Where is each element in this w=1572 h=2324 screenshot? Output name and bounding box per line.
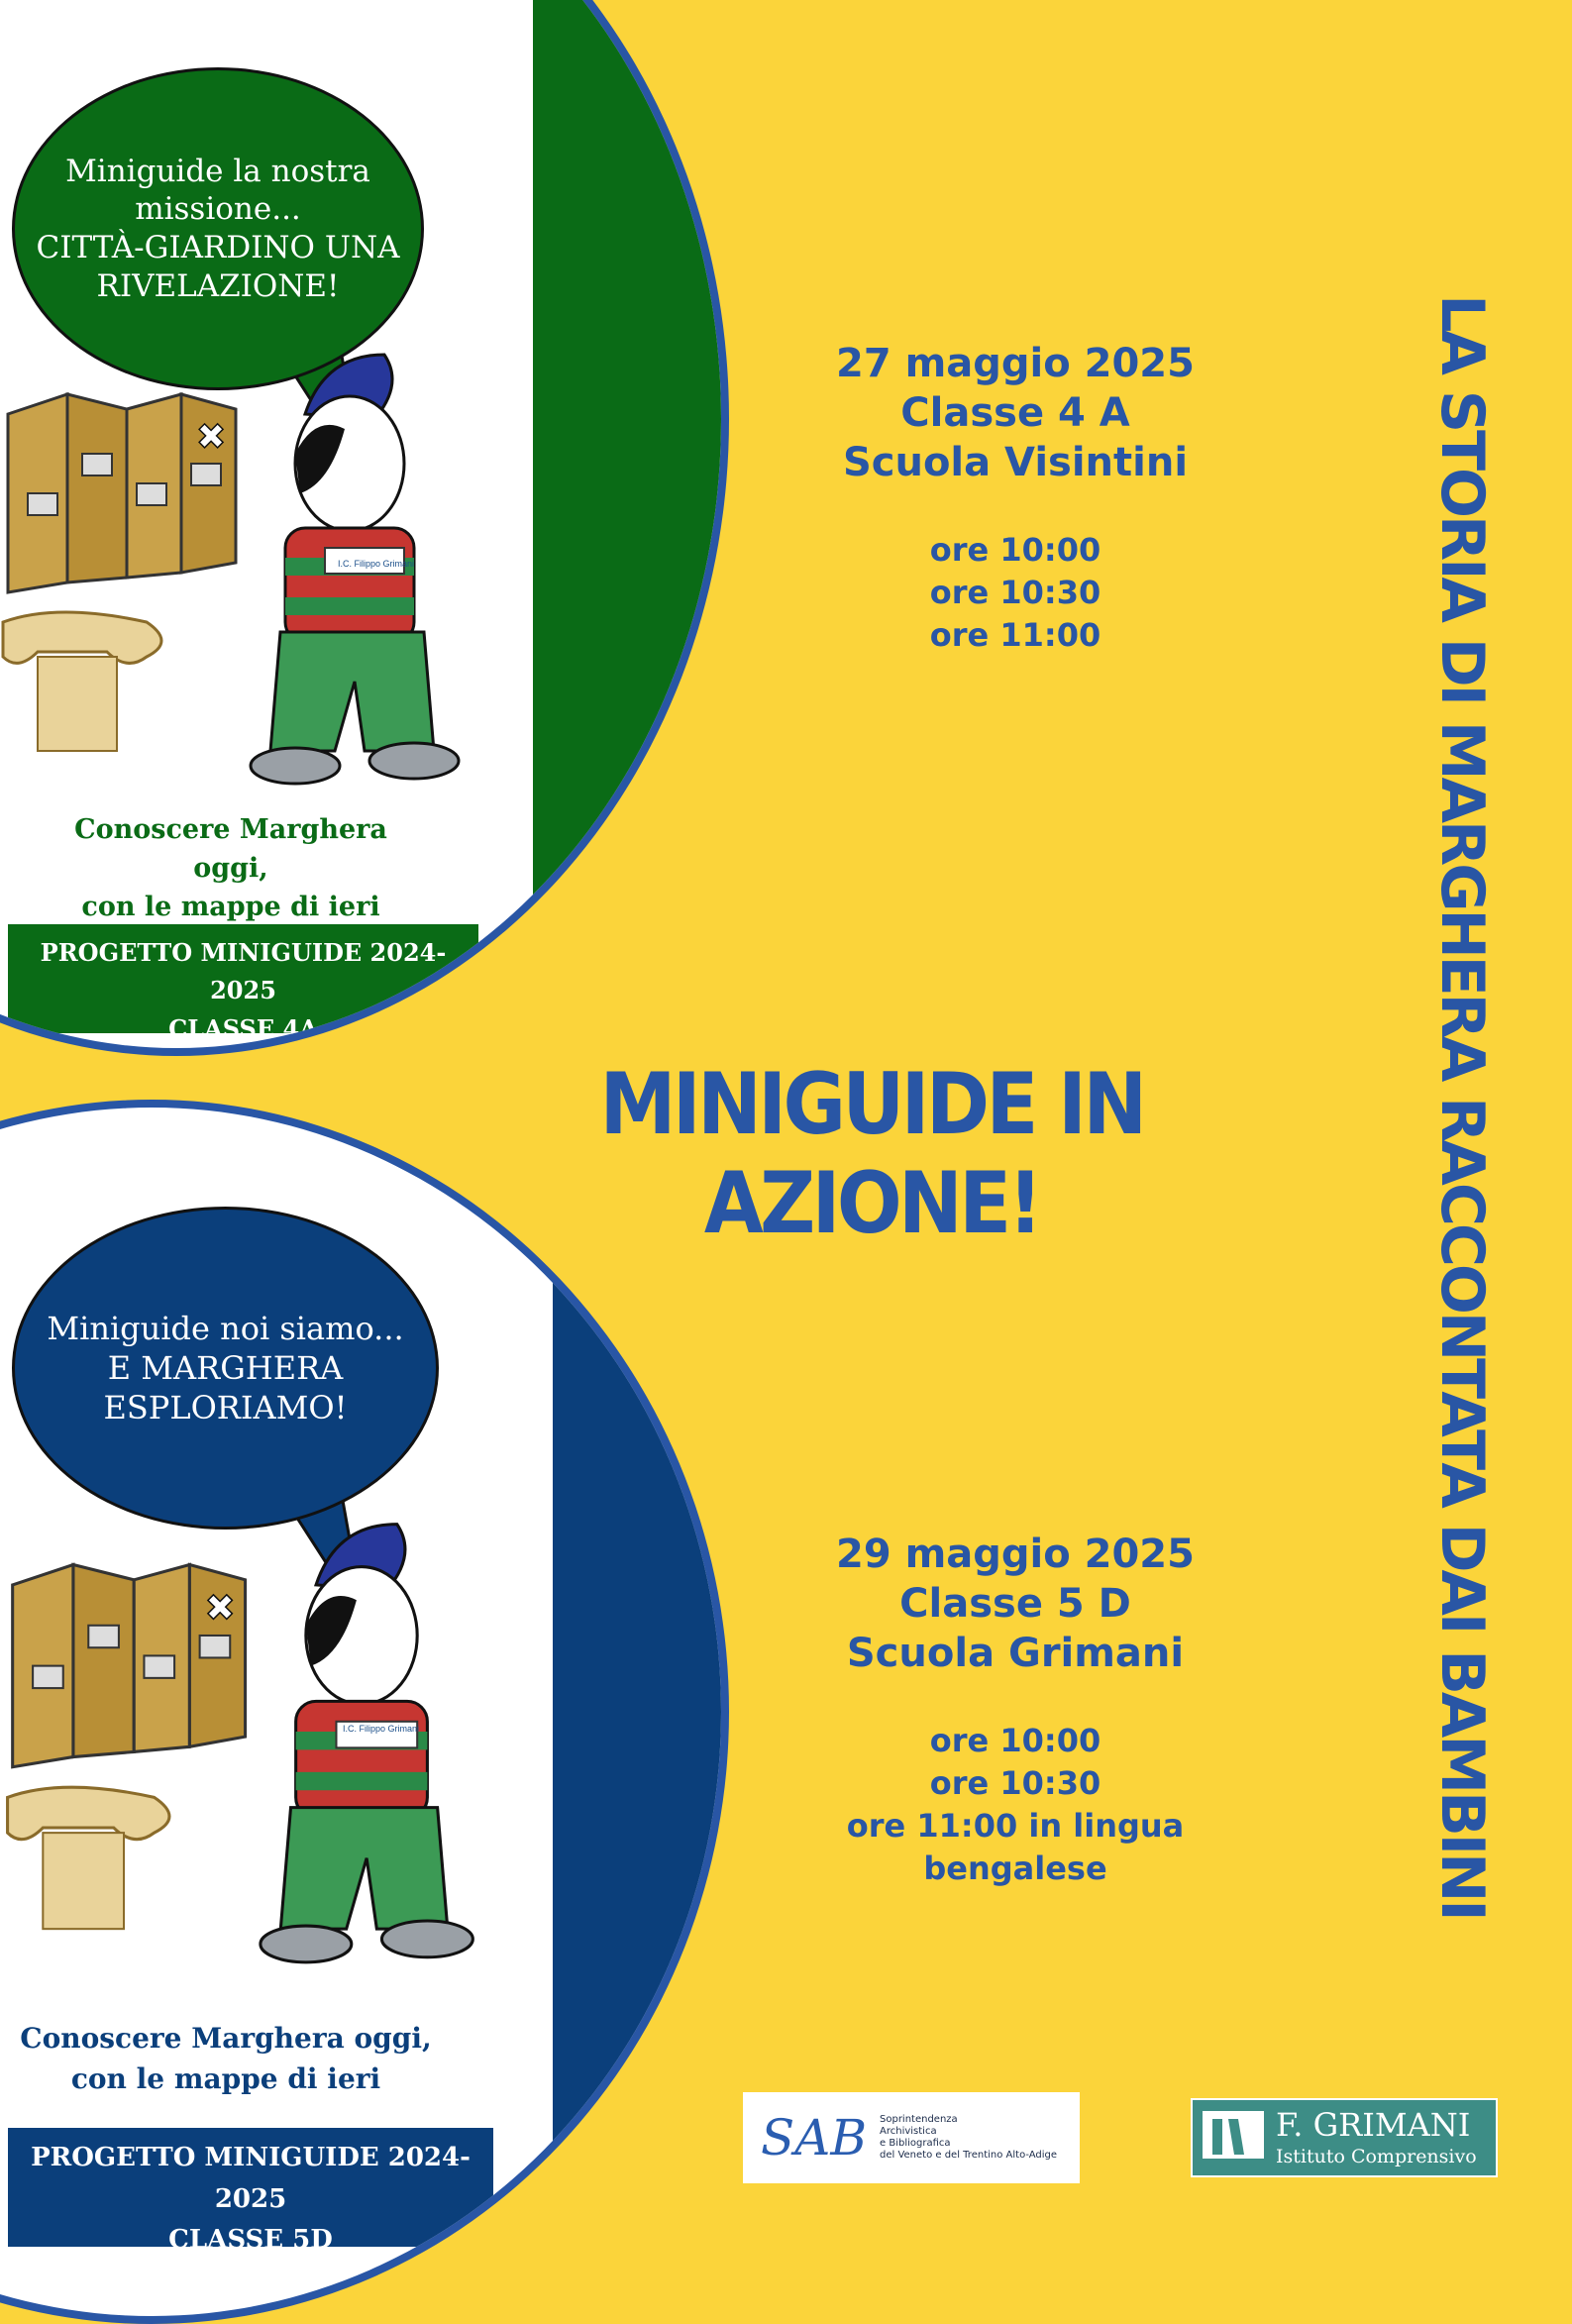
panel-caption-top — [33, 810, 429, 926]
boy-guide-illustration — [261, 1525, 472, 1962]
sab-logo — [743, 2092, 1080, 2183]
panel-caption-bottom — [18, 2019, 434, 2099]
project-banner-bottom — [8, 2128, 493, 2256]
speech-bubble-bottom — [12, 1207, 439, 1530]
grimani-logo — [1191, 2098, 1498, 2177]
sab-line: del Veneto e del Trentino Alto-Adige — [880, 2150, 1058, 2161]
top-panel-green-band — [533, 0, 721, 1048]
ionic-column-illustration — [8, 1787, 169, 1929]
caption-line: con le mappe di ieri — [70, 2061, 381, 2095]
bubble-line: ESPLORIAMO! — [103, 1389, 348, 1426]
bubble-line: E MARGHERA — [107, 1349, 344, 1387]
event-school: Scuola Grimani — [846, 1631, 1185, 1676]
bottom-panel-blue-band — [553, 1108, 721, 2316]
folding-screen-illustration — [13, 1564, 246, 1766]
event-time: ore 10:00 — [929, 1722, 1101, 1759]
event-time: ore 10:00 — [929, 531, 1101, 569]
grimani-subtitle: Istituto Comprensivo — [1276, 2146, 1477, 2167]
boy-guide-illustration — [251, 355, 459, 784]
main-title: MINIGUIDE IN AZIONE! — [599, 1055, 1144, 1253]
event-time: ore 10:30 — [929, 574, 1101, 611]
cartoon-illustration-top — [0, 325, 513, 791]
sab-mark-icon — [761, 2103, 870, 2172]
folding-screen-illustration — [8, 394, 236, 592]
event-class: Classe 5 D — [899, 1581, 1131, 1627]
name-badge: I.C. Filippo Grimani — [338, 559, 415, 569]
caption-line: Conoscere Marghera oggi, — [20, 2022, 432, 2055]
banner-line: CLASSE 4A — [168, 1013, 318, 1043]
sab-line: e Bibliografica — [880, 2138, 951, 2149]
banner-line: CLASSE 5D — [168, 2225, 333, 2256]
bubble-line: CITTÀ-GIARDINO UNA — [36, 230, 400, 265]
event-date: 29 maggio 2025 — [836, 1532, 1195, 1577]
bubble-line: RIVELAZIONE! — [96, 267, 340, 304]
top-panel-circle — [0, 0, 729, 1056]
event-school: Scuola Visintini — [842, 440, 1189, 485]
bubble-line: Miniguide noi siamo... — [47, 1310, 404, 1347]
name-badge: I.C. Filippo Grimani — [343, 1724, 420, 1734]
event-time: ore 10:30 — [929, 1764, 1101, 1802]
vertical-title: LA STORIA DI MARGHERA RACCONTATA DAI BAMBINI — [1427, 294, 1497, 1919]
event-date: 27 maggio 2025 — [836, 341, 1195, 386]
books-icon — [1199, 2105, 1268, 2170]
caption-line: con le mappe di ieri — [81, 892, 380, 923]
sab-mark: SAB — [761, 2109, 868, 2166]
svg-text:✖: ✖ — [204, 1586, 236, 1630]
banner-line: PROGETTO MINIGUIDE 2024-2025 — [40, 938, 447, 1005]
bubble-line: missione... — [135, 191, 301, 228]
cartoon-illustration-bottom — [0, 1494, 533, 1969]
event-class: Classe 4 A — [900, 390, 1130, 436]
banner-line: PROGETTO MINIGUIDE 2024-2025 — [31, 2143, 471, 2214]
event-time: ore 11:00 — [929, 616, 1101, 654]
ionic-column-illustration — [3, 612, 161, 751]
bottom-panel-circle — [0, 1100, 729, 2324]
sab-line: Archivistica — [880, 2126, 937, 2137]
sab-line: Soprintendenza — [880, 2114, 958, 2125]
event-details-2 — [753, 1530, 1278, 1890]
grimani-name: F. GRIMANI — [1276, 2106, 1471, 2144]
svg-text:✖: ✖ — [196, 417, 227, 458]
project-banner-top — [8, 924, 478, 1043]
event-details-1 — [753, 339, 1278, 657]
bubble-line: Miniguide la nostra — [65, 153, 370, 189]
caption-line: Conoscere Marghera oggi, — [74, 814, 387, 885]
event-time: ore 11:00 in lingua bengalese — [846, 1807, 1185, 1887]
